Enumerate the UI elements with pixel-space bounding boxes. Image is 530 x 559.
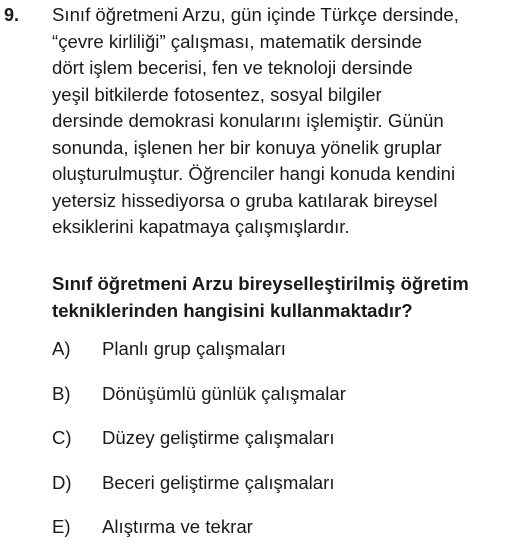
stem-line: sonunda, işlenen her bir konuya yönelik gruplar	[52, 136, 442, 158]
stem-line: dersinde demokrasi konularını işlemiştir. Günün	[52, 110, 444, 131]
option-c[interactable]	[52, 425, 522, 470]
prompt-line: Sınıf öğretmeni Arzu bireyselleştirilmiş öğretim	[52, 273, 469, 294]
option-letter: A)	[52, 338, 71, 359]
stem-line: Sınıf öğretmeni Arzu, gün içinde Türkçe dersinde,	[52, 4, 459, 25]
option-text: Beceri geliştirme çalışmaları	[102, 471, 335, 493]
stem-line: “çevre kirliliği” çalışması, matematik dersinde	[52, 30, 422, 52]
option-a[interactable]	[52, 336, 522, 381]
prompt-line: tekniklerinden hangisini kullanmaktadır?	[52, 300, 413, 321]
option-text: Alıştırma ve tekrar	[102, 516, 253, 537]
question-stem	[52, 2, 526, 241]
stem-line: eksiklerini kapatmaya çalışmışlardır.	[52, 216, 350, 237]
stem-line: oluşturulmuştur. Öğrenciler hangi konuda kendini	[52, 163, 456, 184]
option-letter: C)	[52, 427, 72, 448]
option-letter: E)	[52, 516, 71, 537]
option-text: Düzey geliştirme çalışmaları	[102, 427, 335, 448]
option-letter: D)	[52, 471, 72, 493]
option-text: Planlı grup çalışmaları	[102, 338, 286, 359]
option-e[interactable]	[52, 514, 522, 559]
question-prompt	[52, 270, 530, 324]
option-text: Dönüşümlü günlük çalışmalar	[102, 382, 346, 404]
stem-line: yetersiz hissediyorsa o gruba katılarak bireysel	[52, 189, 438, 211]
answer-options	[52, 336, 522, 559]
question-number: 9.	[4, 5, 20, 25]
option-d[interactable]	[52, 470, 522, 515]
option-b[interactable]	[52, 381, 522, 426]
option-letter: B)	[52, 382, 71, 404]
stem-line: yeşil bitkilerde fotosentez, sosyal bilgiler	[52, 83, 382, 105]
stem-line: dört işlem becerisi, fen ve teknoloji dersinde	[52, 57, 413, 78]
